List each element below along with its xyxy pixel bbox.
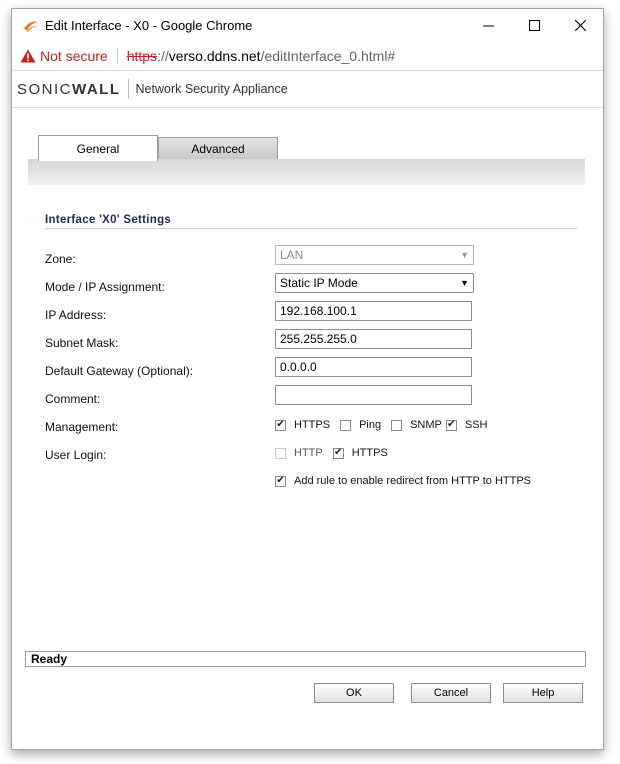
close-icon	[575, 20, 586, 31]
management-ping-label: Ping	[359, 419, 382, 431]
comment-label: Comment:	[45, 392, 101, 406]
mode-value: Static IP Mode	[280, 276, 358, 290]
brand-separator	[128, 79, 129, 99]
zone-select	[275, 245, 474, 265]
section-title: Interface 'X0' Settings	[45, 214, 172, 226]
ip-address-field[interactable]: 192.168.100.1	[275, 301, 472, 321]
url-text[interactable]	[127, 48, 396, 64]
management-options	[275, 419, 498, 431]
default-gateway-label: Default Gateway (Optional):	[45, 364, 194, 378]
zone-label: Zone:	[45, 252, 76, 266]
redirect-label: Add rule to enable redirect from HTTP to HTTPS	[294, 475, 531, 487]
chevron-down-icon: ▼	[460, 250, 469, 260]
brand-header	[12, 71, 603, 108]
address-bar[interactable]	[12, 42, 603, 71]
section-divider	[45, 228, 577, 229]
minimize-icon	[483, 20, 494, 31]
management-label: Management:	[45, 420, 119, 434]
url-path: /editInterface_0.html#	[260, 48, 396, 64]
sonicwall-logo	[17, 81, 121, 98]
redirect-checkbox[interactable]: ✔	[276, 475, 285, 486]
logo-right: WALL	[72, 80, 121, 98]
subnet-mask-label: Subnet Mask:	[45, 336, 119, 350]
management-https-label: HTTPS	[294, 419, 331, 431]
close-button[interactable]	[557, 9, 603, 42]
user-login-https-checkbox[interactable]: ✔	[334, 447, 343, 458]
ip-address-label: IP Address:	[45, 308, 107, 322]
tab-general[interactable]: General	[38, 135, 158, 161]
minimize-button[interactable]	[465, 9, 511, 42]
user-login-http-checkbox	[275, 448, 286, 459]
ok-button[interactable]: OK	[314, 683, 394, 703]
maximize-button[interactable]	[511, 9, 557, 42]
redirect-option	[275, 475, 541, 487]
not-secure-label[interactable]: Not secure	[40, 48, 108, 64]
window-title: Edit Interface - X0 - Google Chrome	[45, 18, 253, 33]
url-scheme-separator: ://	[157, 48, 169, 64]
management-snmp-checkbox[interactable]	[391, 420, 402, 431]
chevron-down-icon: ▼	[460, 278, 469, 288]
status-text: Ready	[31, 652, 68, 666]
browser-window	[11, 8, 604, 750]
management-ping-checkbox[interactable]	[340, 420, 351, 431]
management-ssh-checkbox[interactable]: ✔	[447, 419, 456, 430]
management-snmp-label: SNMP	[410, 419, 442, 431]
product-name: Network Security Appliance	[135, 82, 288, 96]
default-gateway-field[interactable]: 0.0.0.0	[275, 357, 472, 377]
sonicwall-favicon-icon	[23, 18, 39, 34]
help-button[interactable]: Help	[503, 683, 583, 703]
management-https-checkbox[interactable]: ✔	[276, 419, 285, 430]
cancel-button[interactable]: Cancel	[411, 683, 491, 703]
maximize-icon	[529, 20, 540, 31]
title-bar	[12, 9, 603, 42]
tab-advanced[interactable]: Advanced	[158, 137, 278, 159]
management-ssh-label: SSH	[464, 419, 488, 431]
status-bar	[25, 651, 586, 667]
mode-label: Mode / IP Assignment:	[45, 280, 165, 294]
user-login-options	[275, 447, 398, 459]
logo-left: SONIC	[17, 80, 73, 98]
user-login-https-label: HTTPS	[351, 447, 388, 459]
address-separator	[117, 48, 118, 64]
user-login-label: User Login:	[45, 448, 107, 462]
warning-icon	[20, 49, 36, 63]
url-scheme: https	[126, 48, 158, 64]
tab-band	[28, 159, 585, 185]
comment-field[interactable]	[275, 385, 472, 405]
url-host: verso.ddns.net	[168, 48, 261, 64]
user-login-http-label: HTTP	[294, 447, 323, 459]
tab-strip	[28, 135, 585, 185]
subnet-mask-field[interactable]: 255.255.255.0	[275, 329, 472, 349]
mode-select[interactable]	[275, 273, 474, 293]
zone-value: LAN	[280, 248, 304, 262]
